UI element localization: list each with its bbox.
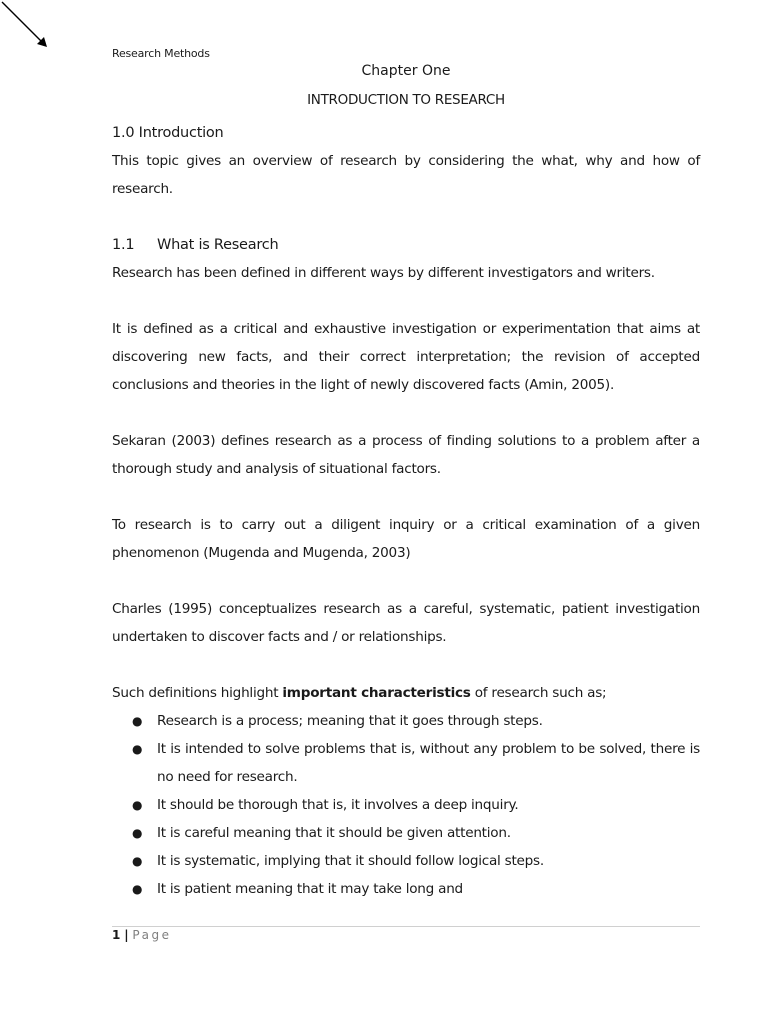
bullet-icon: ● bbox=[132, 854, 143, 868]
list-item: ● It is patient meaning that it may take long and bbox=[112, 875, 700, 903]
paragraph-introduction: This topic gives an overview of research by considering the what, why and how of research. bbox=[112, 153, 700, 197]
paragraph: Charles (1995) conceptualizes research as a careful, systematic, patient investigation undertaken to discover facts and / or relationships. bbox=[112, 601, 700, 645]
bullet-icon: ● bbox=[132, 742, 143, 756]
page-label: Page bbox=[132, 928, 172, 942]
paragraph: Sekaran (2003) defines research as a process of finding solutions to a problem after a thorough study and analysis of situational factors. bbox=[112, 433, 700, 477]
list-item: ● It is systematic, implying that it should follow logical steps. bbox=[112, 847, 700, 875]
list-item: ● Research is a process; meaning that it goes through steps. bbox=[112, 707, 700, 735]
footer-separator: | bbox=[124, 928, 129, 942]
body-text bbox=[112, 119, 700, 903]
lead-emphasis: important characteristics bbox=[282, 685, 471, 701]
bullet-icon: ● bbox=[132, 882, 143, 896]
section-heading-introduction: 1.0 Introduction bbox=[112, 125, 224, 141]
paragraph: To research is to carry out a diligent inquiry or a critical examination of a given phenomenon (Mugenda and Mugenda, 2003) bbox=[112, 517, 700, 561]
paragraph: It is defined as a critical and exhaustive investigation or experimentation that aims at discovering new facts, and their correct interpretation; the revision of accepted conclusions and theories in the light of newly discovered facts (Amin, 2005). bbox=[112, 321, 700, 393]
list-item: ● It is intended to solve problems that is, without any problem to be solved, there is no need for research. bbox=[112, 735, 700, 791]
list-item: ● It is careful meaning that it should be given attention. bbox=[112, 819, 700, 847]
bullet-icon: ● bbox=[132, 714, 143, 728]
footer-divider bbox=[112, 926, 700, 927]
list-item: ● It should be thorough that is, it involves a deep inquiry. bbox=[112, 791, 700, 819]
section-number: 1.1 bbox=[112, 237, 135, 253]
section-heading-what-is-research bbox=[112, 231, 700, 259]
chapter-label: Chapter One bbox=[361, 63, 451, 79]
page-number: 1 bbox=[112, 928, 121, 942]
lead-text: Such definitions highlight bbox=[112, 685, 283, 701]
chapter-title: INTRODUCTION TO RESEARCH bbox=[307, 92, 505, 108]
characteristics-lead bbox=[112, 679, 700, 707]
lead-text-end: of research such as; bbox=[470, 685, 607, 701]
section-title: What is Research bbox=[157, 237, 279, 253]
characteristics-list bbox=[112, 707, 700, 903]
page-footer bbox=[112, 928, 171, 942]
bullet-icon: ● bbox=[132, 798, 143, 812]
running-header: Research Methods bbox=[112, 47, 210, 60]
paragraph: Research has been defined in different ways by different investigators and writers. bbox=[112, 265, 655, 281]
bullet-icon: ● bbox=[132, 826, 143, 840]
arrow-annotation-icon bbox=[0, 0, 52, 52]
